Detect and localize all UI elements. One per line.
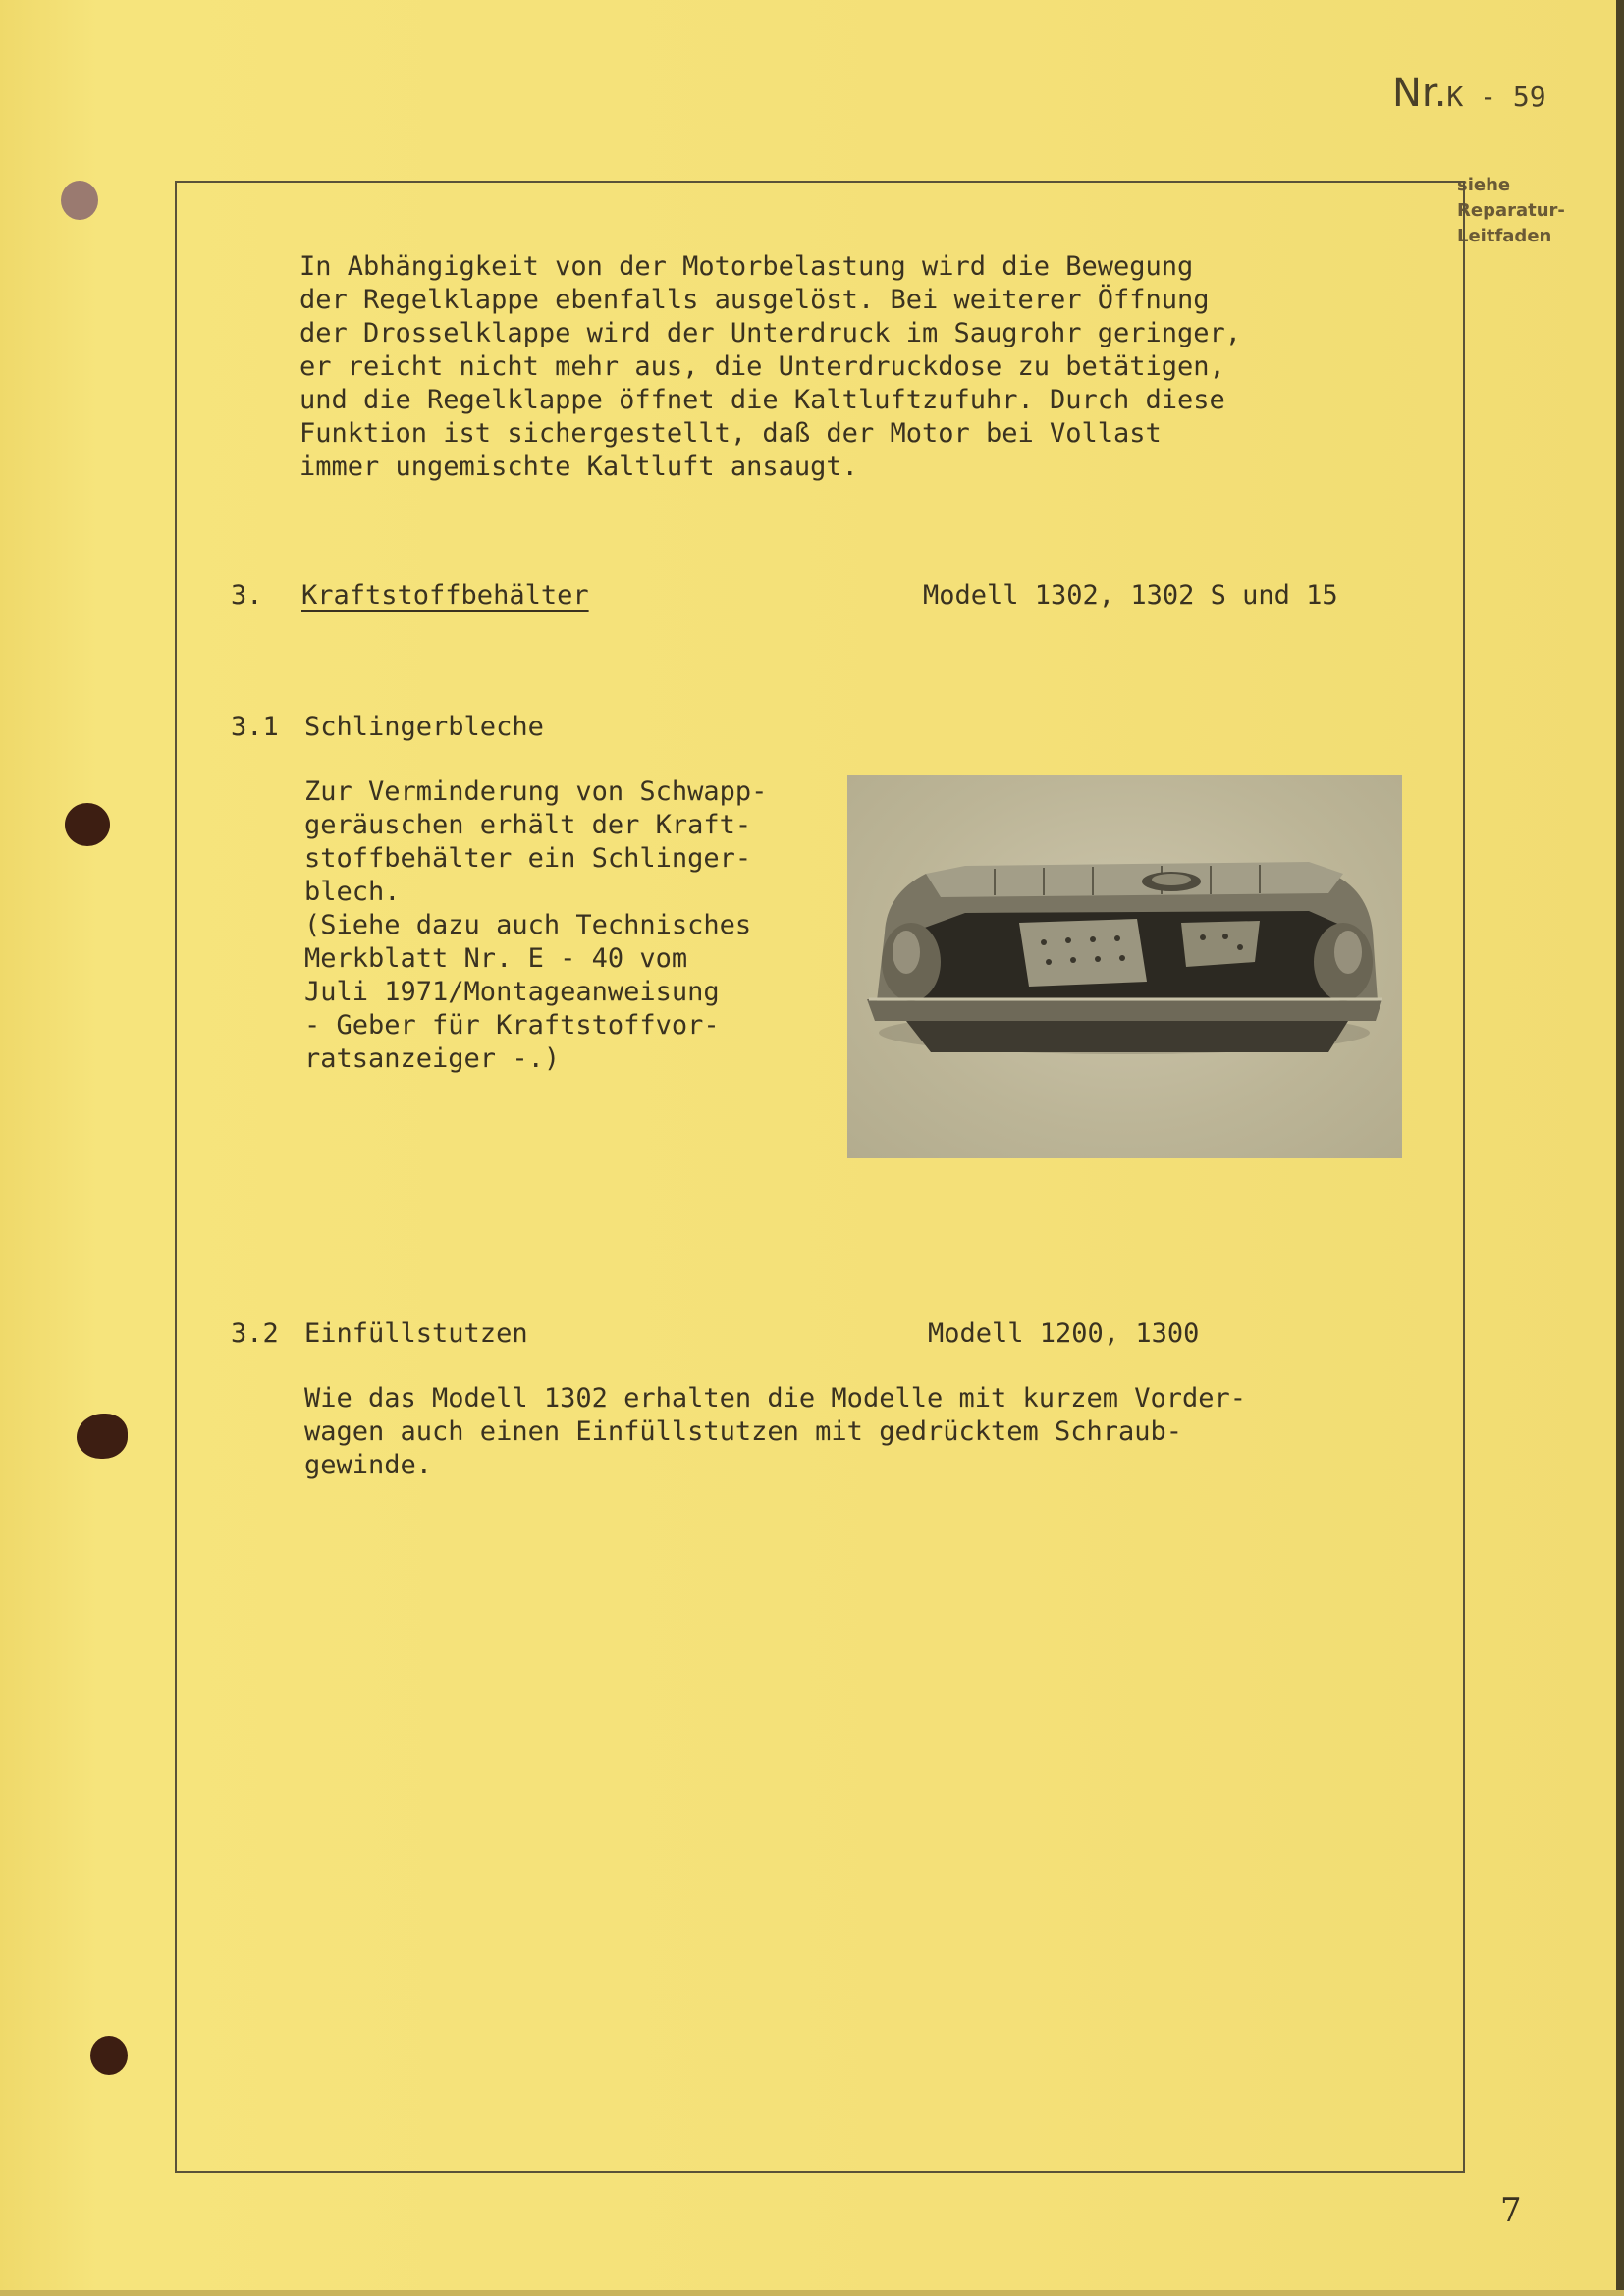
section-number: 3. [231, 580, 263, 611]
punch-hole [65, 803, 110, 846]
punch-hole [77, 1414, 128, 1459]
subsection-title: Schlingerbleche [304, 712, 544, 742]
punch-hole [90, 2036, 128, 2075]
subsection-model: Modell 1200, 1300 [928, 1318, 1200, 1349]
page-bottom-edge [0, 2290, 1624, 2296]
section-model: Modell 1302, 1302 S und 15 [923, 580, 1338, 611]
subsection-title: Einfüllstutzen [304, 1318, 528, 1349]
page-number: 7 [1500, 2191, 1522, 2230]
fuel-tank-illustration [847, 775, 1402, 1158]
subsection-number: 3.2 [231, 1318, 279, 1349]
punch-hole [61, 181, 98, 220]
side-note-reference: siehe Reparatur- Leitfaden [1457, 175, 1565, 246]
section-title: Kraftstoffbehälter [301, 580, 589, 611]
fuel-tank-photo [847, 775, 1402, 1158]
document-number: Nr.K - 59 [1392, 71, 1546, 116]
page-edge-shadow [1616, 0, 1624, 2296]
subsection-number: 3.1 [231, 712, 279, 742]
